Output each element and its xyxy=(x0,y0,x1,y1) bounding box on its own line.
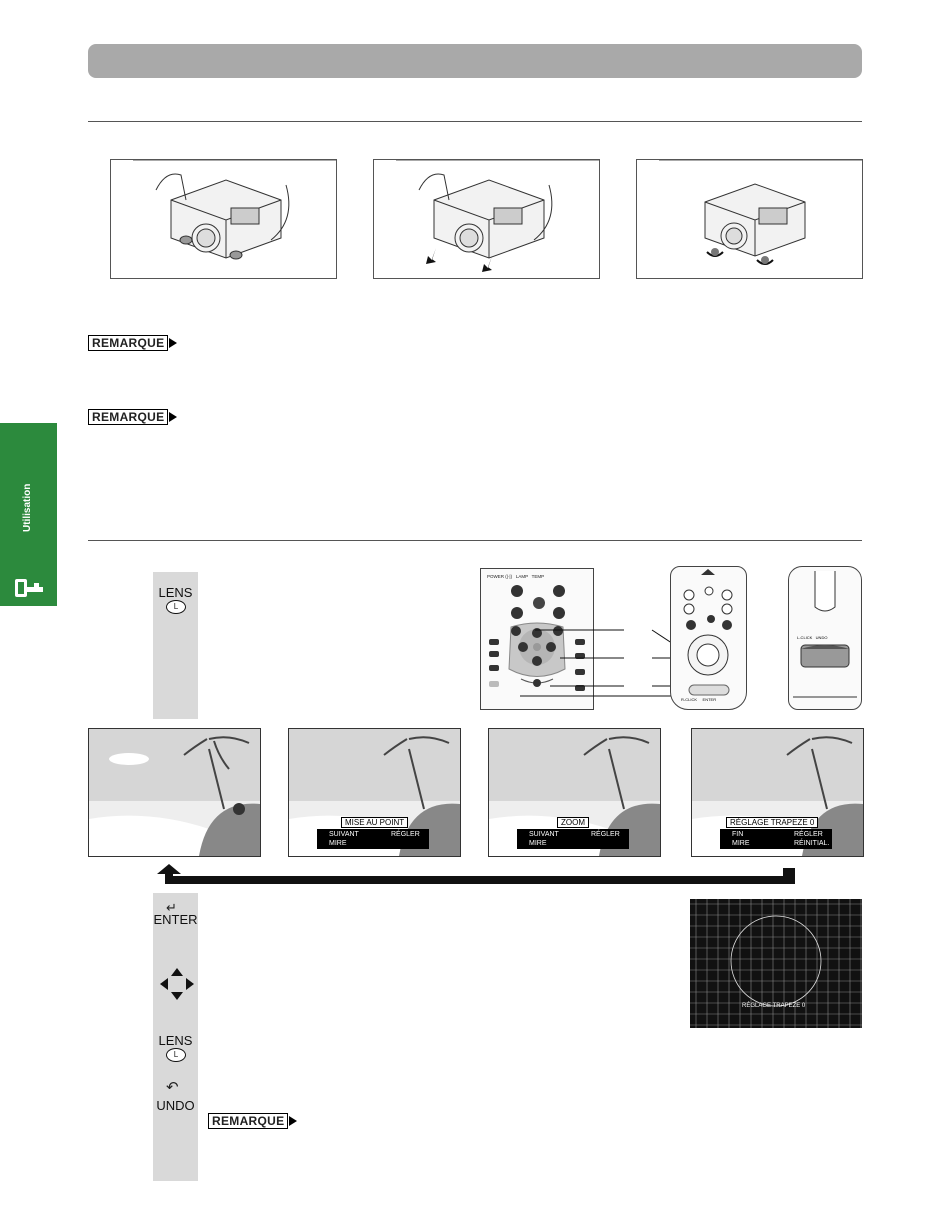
enter-button-label: ENTER xyxy=(153,912,198,927)
section-header-bar xyxy=(88,44,862,78)
projector-tab-icon xyxy=(14,578,46,598)
section-side-label: Utilisation xyxy=(22,483,33,532)
screen-keystone xyxy=(691,728,864,857)
lens-button-icon[interactable]: L xyxy=(166,600,186,614)
osd-title-zoom: ZOOM xyxy=(557,817,589,828)
svg-text:POWER (|·|) LAMP TEMP: POWER (|·|) LAMP TEMP xyxy=(487,574,545,579)
osd-title-keystone: RÉGLAGE TRAPEZE 0 xyxy=(726,817,818,828)
osd-menu-keystone: FIN RÉGLER MIRE RÉINITIAL. xyxy=(720,829,832,849)
note-label-2: REMARQUE xyxy=(88,409,177,425)
illustration-rotate-feet xyxy=(636,159,863,279)
svg-text:R-CLICK ENTER: R-CLICK ENTER xyxy=(681,697,717,702)
note-label-1: REMARQUE xyxy=(88,335,177,351)
keystone-test-pattern xyxy=(690,899,862,1028)
osd-menu-zoom: SUIVANT RÉGLER MIRE xyxy=(517,829,629,849)
illustration-press-feet xyxy=(373,159,600,279)
screen-zoom xyxy=(488,728,661,857)
remote-control-laser xyxy=(670,566,747,710)
osd-menu-focus: SUIVANT RÉGLER MIRE xyxy=(317,829,429,849)
svg-text:L-CLICK UNDO: L-CLICK UNDO xyxy=(797,635,828,640)
divider-middle xyxy=(88,540,862,541)
undo-button-label: UNDO xyxy=(156,1098,195,1113)
lens-button-icon-2[interactable]: L xyxy=(166,1048,186,1062)
undo-arrow-icon: ↶ xyxy=(166,1079,179,1096)
divider-top xyxy=(88,121,862,122)
screen-normal xyxy=(88,728,261,857)
cycle-return-arrow xyxy=(155,862,800,892)
screen-focus xyxy=(288,728,461,857)
arrow-keys-icon[interactable] xyxy=(159,967,195,1001)
note-label-3: REMARQUE xyxy=(208,1113,297,1129)
enter-arrow-icon: ↵ xyxy=(166,900,177,915)
illustration-lift-projector xyxy=(110,159,337,279)
lens-button-label: LENS xyxy=(158,585,193,600)
lens-button-label-2: LENS xyxy=(158,1033,193,1048)
test-pattern-title: RÉGLAGE TRAPEZE 0 xyxy=(742,1003,806,1009)
osd-title-focus: MISE AU POINT xyxy=(341,817,408,828)
remote-control-back xyxy=(788,566,862,710)
